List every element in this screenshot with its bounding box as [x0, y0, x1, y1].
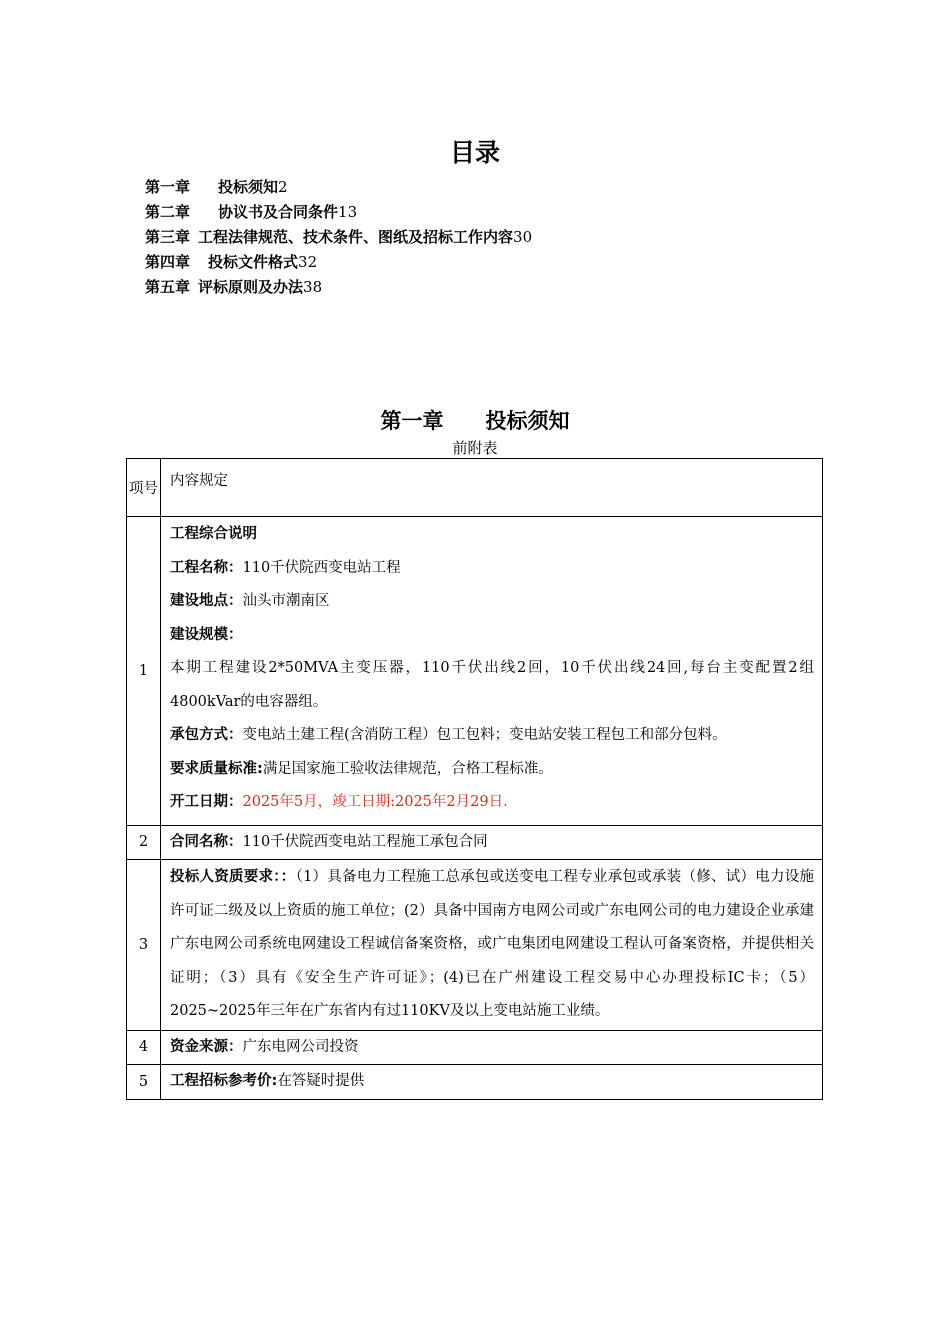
- row-content: [161, 1030, 823, 1065]
- toc-chapter-name: 投标文件格式: [208, 253, 299, 271]
- chapter-name: 投标须知: [485, 409, 570, 433]
- toc-item[interactable]: [145, 225, 532, 250]
- row-number: 3: [127, 860, 161, 1031]
- row-content: [161, 1065, 823, 1100]
- toc-chapter-name: 投标须知: [218, 178, 279, 196]
- chapter-number: 第一章: [380, 409, 444, 433]
- table-row: [127, 517, 823, 826]
- toc-page-number: 2: [278, 178, 288, 196]
- table-row: [127, 860, 823, 1031]
- toc-chapter: 第五章: [145, 278, 191, 296]
- toc-chapter: 第一章: [145, 178, 191, 196]
- row-number: 2: [127, 825, 161, 860]
- toc-title: 目录: [449, 138, 500, 167]
- toc-item[interactable]: [145, 175, 532, 200]
- project-location: 建设地点：汕头市潮南区: [170, 593, 330, 609]
- project-scale-value: 本期工程建设2*50MVA主变压器，110千伏出线2回，10千伏出线24回,每台主变配置2组4800kVar的电容器组。: [170, 660, 814, 710]
- table-of-contents: [145, 175, 532, 300]
- reference-price: 工程招标参考价:在答疑时提供: [170, 1073, 365, 1089]
- row-number: 1: [127, 517, 161, 826]
- row-number: 5: [127, 1065, 161, 1100]
- toc-page-number: 13: [338, 203, 358, 221]
- quality-standard: 要求质量标准:满足国家施工验收法律规范，合格工程标准。: [170, 760, 553, 777]
- toc-chapter-name: 协议书及合同条件: [218, 203, 339, 221]
- toc-item[interactable]: [145, 250, 532, 275]
- toc-item[interactable]: [145, 200, 532, 225]
- row-content: [161, 825, 823, 860]
- header-content: 内容规定: [161, 459, 823, 517]
- construction-dates: 开工日期：2025年5月，竣工日期:2025年2月29日.: [170, 794, 508, 810]
- toc-item[interactable]: [145, 275, 532, 300]
- toc-page-number: 38: [303, 278, 323, 296]
- project-scale-label: 建设规模：: [170, 626, 243, 643]
- chapter-title: [0, 405, 950, 435]
- toc-page-number: 30: [513, 228, 533, 246]
- table-header-row: [127, 459, 823, 517]
- table-row: [127, 1065, 823, 1100]
- row-content: [161, 860, 823, 1031]
- table-row: [127, 1030, 823, 1065]
- table-row: [127, 825, 823, 860]
- table-caption: 前附表: [452, 439, 498, 457]
- row-content: [161, 517, 823, 826]
- contract-method: 承包方式：变电站土建工程(含消防工程）包工包料；变电站安装工程包工和部分包料。: [170, 727, 727, 743]
- funding-source: 资金来源：广东电网公司投资: [170, 1038, 359, 1055]
- toc-chapter: 第三章: [145, 228, 191, 246]
- bid-instructions-table: [126, 458, 823, 1100]
- contract-name: 合同名称：110千伏院西变电站工程施工承包合同: [170, 833, 488, 850]
- row-number: 4: [127, 1030, 161, 1065]
- header-item-number: 项号: [127, 459, 161, 517]
- toc-page-number: 32: [298, 253, 318, 271]
- project-name: 工程名称：110千伏院西变电站工程: [170, 559, 401, 576]
- project-overview-heading: 工程综合说明: [170, 526, 257, 542]
- toc-chapter-name: 评标原则及办法: [198, 278, 304, 296]
- toc-chapter-name: 工程法律规范、技术条件、图纸及招标工作内容: [198, 228, 514, 246]
- bidder-qualification: 投标人资质要求：：（1）具备电力工程施工总承包或送变电工程专业承包或承装（修、试）电力设施许可证二级及以上资质的施工单位；(2）具备中国南方电网公司或广东电网公司的电力建设企业承建广东电网公司系统电网建设工程诚信备案资格，或广电集团电网建设工程认可备案资格，并提供相关证明；（3）具有《安全生产许可证》；(4)已在广州建设工程交易中心办理投标IC卡；（5）2025~2025年三年在广东省内有过110KV及以上变电站施工业绩。: [170, 869, 815, 1019]
- toc-chapter: 第四章: [145, 253, 191, 271]
- toc-chapter: 第二章: [145, 203, 191, 221]
